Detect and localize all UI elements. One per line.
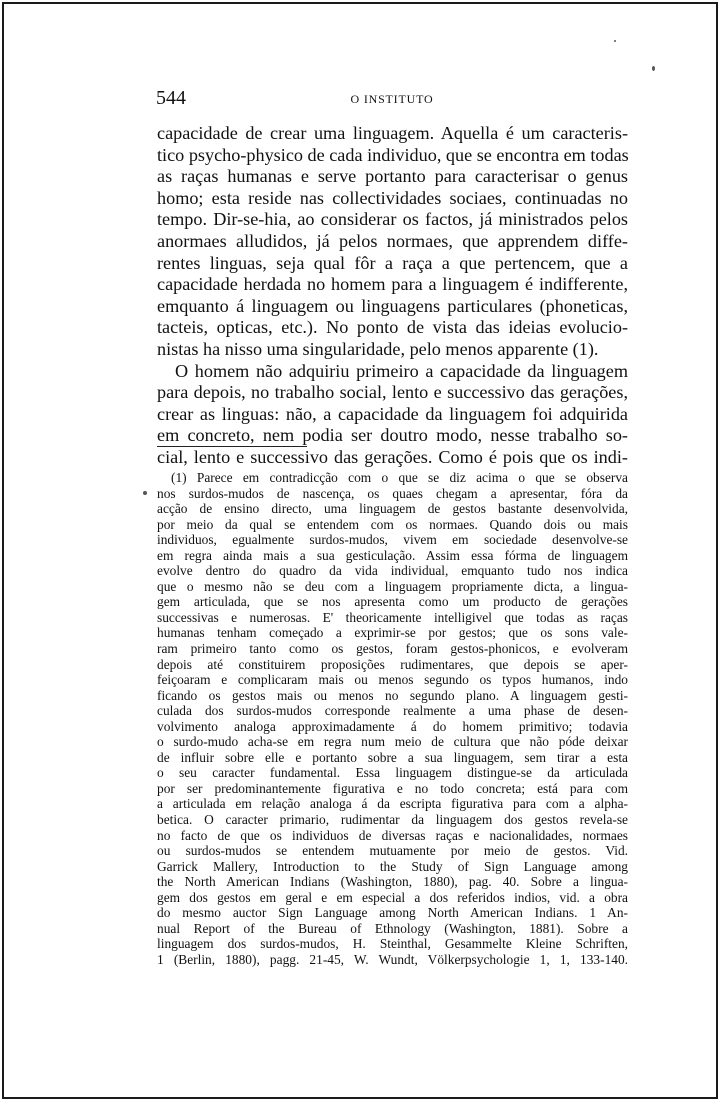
body-text xyxy=(157,123,628,469)
scan-speck xyxy=(143,491,147,495)
body-line: capacidade herdada no homem para a linguagem é indifferente, xyxy=(157,274,628,295)
body-line: O homem não adquiriu primeiro a capacidade da linguagem xyxy=(175,360,628,381)
body-line: emquanto á linguagem ou linguagens particulares (phoneticas, xyxy=(157,295,628,316)
footnote-line: de influir sobre elle e portanto sobre a sua linguagem, sem tirar a esta xyxy=(157,749,628,765)
body-line: em concreto, nem podia ser doutro modo, nesse trabalho so- xyxy=(157,425,628,446)
footnote-line: por ser predominantemente figurativa e no todo concreta; está para com xyxy=(157,780,628,796)
footnote-line: ram primeiro tanto como os gestos, foram gestos-phonicos, e evolveram xyxy=(157,641,628,657)
footnote-line: ou surdos-mudos se entendem mutuamente por meio de gestos. Vid. xyxy=(157,843,628,859)
footnote-line: gem articulada, que se nos apresenta como um producto de gerações xyxy=(157,594,628,610)
footnote-line: nos surdos-mudos de nascença, os quaes chegam a apresentar, fóra da xyxy=(157,485,628,501)
body-line: para depois, no trabalho social, lento e successivo das gerações, xyxy=(157,382,628,403)
footnote-line: em regra ainda mais a sua gesticulação. Assim essa fórma de linguagem xyxy=(157,547,628,563)
footnote-line: nual Report of the Bureau of Ethnology (Washington, 1881). Sobre a xyxy=(157,920,628,936)
body-line: nistas ha nisso uma singularidade, pelo menos apparente (1). xyxy=(157,338,599,359)
running-head: O INSTITUTO xyxy=(350,92,434,106)
body-line: anormaes alludidos, já pelos normaes, que apprendem diffe- xyxy=(157,230,628,251)
page-header xyxy=(156,86,628,110)
footnote-line: por meio da qual se entendem com os normaes. Quando dois ou mais xyxy=(157,516,628,532)
footnote-rule xyxy=(157,446,307,447)
footnote-line: ficando os gestos mais ou menos no segundo plano. A linguagem gesti- xyxy=(157,687,628,703)
scan-speck xyxy=(652,66,655,71)
footnote-line: humanas tenham começado a exprimir-se por gestos; que os sons vale- xyxy=(157,625,628,641)
footnote-line: Garrick Mallery, Introduction to the Study of Sign Language among xyxy=(157,858,628,874)
body-line: cial, lento e successivo das gerações. Como é pois que os indi- xyxy=(157,446,628,467)
footnote-line: volvimento analoga approximadamente á do homem primitivo; todavia xyxy=(157,718,628,734)
footnote-line: gem dos gestos em geral e em especial a dos referidos indios, vid. a obra xyxy=(157,889,628,905)
body-line: crear as linguas: não, a capacidade da linguagem foi adquirida xyxy=(157,403,628,424)
footnote-line: culada dos surdos-mudos corresponde realmente a uma phase de desen- xyxy=(157,703,628,719)
body-line: tico psycho-physico de cada individuo, que se encontra em todas xyxy=(157,144,629,165)
footnote xyxy=(157,470,628,968)
body-line: tempo. Dir-se-hia, ao considerar os factos, já ministrados pelos xyxy=(157,209,628,230)
body-line: rentes linguas, seja qual fôr a raça a que pertencem, que a xyxy=(157,252,628,273)
footnote-line: do mesmo auctor Sign Language among North American Indians. 1 An- xyxy=(157,905,628,921)
body-line: as raças humanas e serve portanto para caracterisar o genus xyxy=(157,166,628,187)
footnote-line: evolve dentro do quadro da vida individual, emquanto tudo nos indica xyxy=(157,563,628,579)
body-line: capacidade de crear uma linguagem. Aquella é um caracteris- xyxy=(157,123,628,143)
scan-speck xyxy=(614,40,616,42)
footnote-line: (1) Parece em contradicção com o que se diz acima o que se observa xyxy=(171,470,628,485)
footnote-line: o seu caracter fundamental. Essa linguagem distingue-se da articulada xyxy=(157,765,628,781)
page-number: 544 xyxy=(156,87,186,109)
footnote-line: 1 (Berlin, 1880), pagg. 21-45, W. Wundt, Völkerpsychologie 1, 1, 133-140. xyxy=(157,951,628,967)
body-line: homo; esta reside nas collectividades sociaes, continuadas no xyxy=(157,187,628,208)
footnote-line: feiçoaram e complicaram mais ou menos segundo os typos humanos, indo xyxy=(157,672,628,688)
footnote-line: individuos, egualmente surdos-mudos, vivem em sociedade desenvolve-se xyxy=(157,532,628,548)
footnote-line: no facto de que os individuos de diversas raças e nacionalidades, normaes xyxy=(157,827,628,843)
footnote-line: betica. O caracter primario, rudimentar da linguagem dos gestos revela-se xyxy=(157,812,628,828)
footnote-line: acção de ensino directo, uma linguagem de gestos bastante desenvolvida, xyxy=(157,501,628,517)
footnote-line: o surdo-mudo acha-se em regra num meio de cultura que não póde deixar xyxy=(157,734,628,750)
footnote-line: the North American Indians (Washington, 1880), pag. 40. Sobre a lingua- xyxy=(157,874,628,890)
footnote-line: a articulada em relação analoga á da escripta figurativa para com a alpha- xyxy=(157,796,628,812)
footnote-line: que o mesmo não se deu com a linguagem propriamente dicta, a lingua- xyxy=(157,578,628,594)
footnote-line: depois até constituirem proposições rudimentares, que depois se aper- xyxy=(157,656,628,672)
footnote-line: linguagem dos surdos-mudos, H. Steinthal, Gesammelte Kleine Schriften, xyxy=(157,936,628,952)
footnote-line: successivas e numerosas. E' theoricamente intelligivel que todas as raças xyxy=(157,609,628,625)
body-line: tacteis, opticas, etc.). No ponto de vista das ideias evolucio- xyxy=(157,317,628,338)
